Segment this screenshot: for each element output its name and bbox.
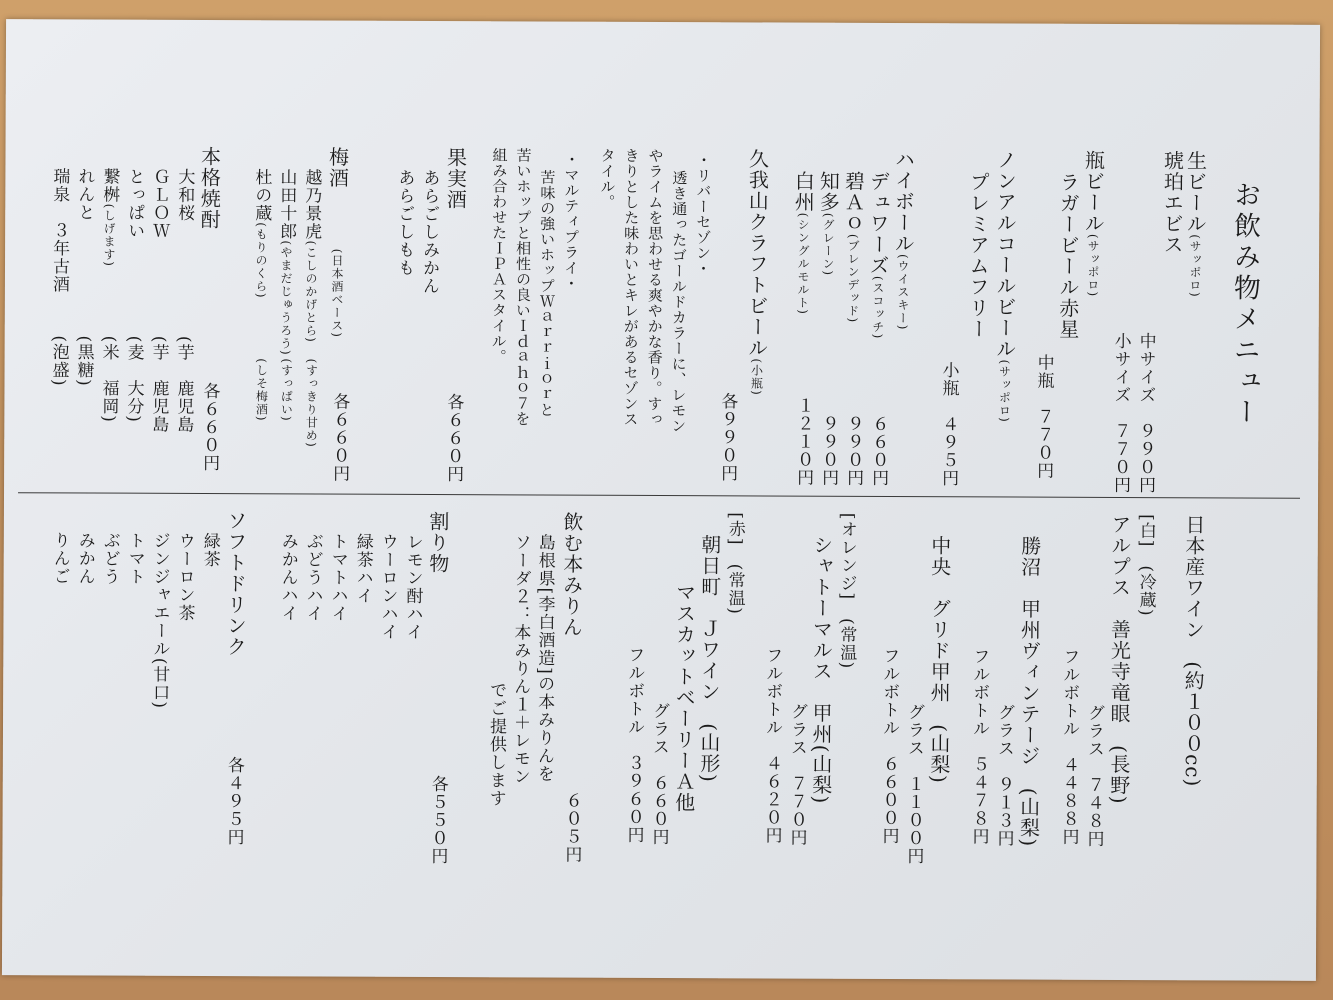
- bottom-row-12: シャトーマルス 甲州(山梨): [808, 534, 834, 805]
- bottom-row-23: でご提供します: [485, 681, 507, 808]
- bottom-row-14: フルボトル ４６２０円: [761, 646, 783, 845]
- bottom-row-39: みかん: [74, 531, 95, 586]
- top-row-52: 各６６０円: [199, 381, 220, 473]
- bottom-row-8: 中央 グリド甲州 (山梨): [926, 535, 952, 784]
- top-row-25: 組み合わせたＩＰＡスタイル。: [489, 147, 509, 365]
- top-row-6: 中瓶 ７７０円: [1033, 353, 1054, 480]
- bottom-row-18: グラス ６６０円: [648, 701, 670, 847]
- bottom-row-24: ６０５円: [561, 791, 582, 864]
- bottom-row-36: ジンジャエール(甘口): [149, 531, 170, 710]
- top-row-13-price: ９９０円: [818, 414, 839, 487]
- bottom-row-10: フルボトル ６６００円: [878, 646, 900, 846]
- top-row-22: ・マルティプライ・: [561, 151, 581, 292]
- top-row-12-price: ９９０円: [843, 414, 864, 487]
- bottom-row-31: みかんハイ: [277, 532, 298, 623]
- top-row-12: 碧Ａｏ(ブレンデッド): [841, 170, 866, 324]
- top-row-7: ノンアルコールビール(サッポロ): [992, 149, 1018, 423]
- top-row-32: 山田十郎(やまだじゅうろう): [276, 168, 297, 356]
- top-row-43: 繋桝(しげます): [99, 167, 120, 267]
- top-row-14-price: １２１０円: [793, 396, 814, 487]
- top-row-5: ラガービール赤星: [1055, 171, 1081, 340]
- top-row-20: きりとした味わいとキレがあるセゾンス: [621, 147, 641, 427]
- top-row-50: (黒糖): [73, 335, 94, 387]
- top-row-11: デュワーズ(スコッチ): [865, 170, 891, 340]
- top-row-21: タイル。: [598, 147, 617, 210]
- top-row-28: あらごしもも: [393, 168, 415, 277]
- bottom-row-41: 各４９５円: [223, 756, 244, 847]
- bottom-row-16: 朝日町 Ｊワイン (山形): [696, 534, 722, 783]
- top-row-15: 久我山クラフトビール(小瓶): [744, 148, 770, 396]
- top-row-10: ハイボール(ウイスキー): [891, 149, 916, 331]
- top-row-45: 瑞泉 ３年古酒: [48, 167, 70, 294]
- top-row-27: あらごしみかん: [418, 168, 440, 296]
- top-row-16: 各９９０円: [717, 392, 738, 483]
- top-row-11-price: ６６０円: [868, 414, 889, 487]
- bottom-row-35: ウーロン茶: [174, 531, 195, 622]
- top-row-37: (しそ梅酒): [254, 358, 269, 422]
- top-row-0: 生ビール(サッポロ): [1183, 150, 1208, 298]
- top-row-1: 琥珀エビス: [1160, 150, 1185, 256]
- bottom-row-37: トマト: [124, 531, 145, 586]
- top-row-2: 中サイズ ９９０円: [1135, 332, 1156, 495]
- bottom-row-4: フルボトル ４４８８円: [1058, 647, 1080, 846]
- top-row-39: 本格焼酎: [197, 145, 222, 231]
- bottom-row-33: ソフトドリンク: [223, 510, 248, 658]
- bottom-row-21: 島根県[李白酒造]の本みりんを: [533, 533, 555, 783]
- bottom-row-17: マスカットベーリーＡ他: [671, 582, 697, 814]
- top-row-35: (すっきり甘め): [304, 358, 319, 448]
- bottom-row-15: [赤] (常温): [724, 512, 745, 615]
- bottom-row-3: グラス ７４８円: [1083, 703, 1105, 848]
- top-row-19: やライムを思わせる爽やかな香り。すっ: [645, 147, 665, 428]
- bottom-row-11: [オレンジ] (常温): [836, 512, 857, 670]
- bottom-row-29: トマトハイ: [327, 532, 348, 623]
- top-row-38: 各６６０円: [329, 392, 350, 483]
- bottom-row-40: りんご: [49, 531, 70, 586]
- bottom-row-6: グラス ９１３円: [993, 703, 1015, 848]
- top-row-18: 透き通ったゴールドカラーに、レモン: [669, 170, 689, 434]
- top-row-33: 杜の蔵(もりのくら): [251, 168, 272, 299]
- top-row-13: 知多(グレーン): [816, 170, 841, 277]
- bottom-row-25: 割り物: [425, 510, 450, 575]
- top-row-46: (芋 鹿児島: [173, 335, 194, 434]
- top-row-42: とっぱい: [124, 167, 145, 240]
- top-row-3: 小サイズ ７７０円: [1110, 331, 1131, 495]
- bottom-row-22: ソーダ２：本みりん１＋レモン: [509, 533, 531, 786]
- bottom-row-0: 日本産ワイン (約１００cc): [1180, 514, 1206, 788]
- section-divider: [18, 492, 1300, 499]
- top-row-24: 苦いホップと相性の良いＩｄａｈｏ７を: [513, 147, 533, 427]
- top-row-49: (米 福岡): [98, 335, 119, 423]
- menu-sheet: [2, 19, 1320, 981]
- top-row-17: ・リバーセゾン・: [693, 152, 713, 277]
- top-row-8: プレミアムフリー: [965, 171, 991, 340]
- top-row-23: 苦味の強いホップＷａｒｒｉｏｒと: [537, 169, 557, 418]
- bottom-row-1: [白] (冷蔵): [1135, 514, 1156, 617]
- top-row-4: 瓶ビール(サッポロ): [1081, 149, 1106, 298]
- top-row-36: (すっぱい): [279, 358, 294, 422]
- menu-title: お飲み物メニュー: [1228, 180, 1261, 429]
- bottom-row-19: フルボトル ３９６０円: [623, 645, 645, 844]
- top-row-26: 果実酒: [443, 147, 468, 211]
- top-row-44: れんと: [74, 167, 95, 222]
- top-row-9: 小瓶 ４９５円: [938, 361, 959, 488]
- top-row-47: (芋 鹿児島: [148, 335, 169, 434]
- top-row-31: 越乃景虎(こしのかげとら): [301, 168, 322, 343]
- bottom-row-27: ウーロンハイ: [377, 532, 398, 641]
- bottom-row-13: グラス ７７０円: [786, 702, 808, 847]
- top-row-30: 梅酒: [325, 146, 350, 189]
- bottom-row-2: アルプス 善光寺竜眼 (長野): [1106, 513, 1132, 805]
- bottom-row-28: 緑茶ハイ: [352, 532, 373, 605]
- top-row-40: 大和桜: [174, 167, 195, 222]
- bottom-row-38: ぶどう: [99, 531, 120, 586]
- top-row-41: ＧＬＯＷ: [149, 167, 170, 240]
- top-row-51: (泡盛): [48, 335, 69, 387]
- bottom-row-7: フルボトル ５４７８円: [968, 647, 990, 846]
- bottom-row-5: 勝沼 甲州ヴィンテージ (山梨): [1016, 535, 1042, 848]
- bottom-row-20: 飲む本みりん: [559, 511, 584, 638]
- top-row-48: (麦 大分): [123, 335, 144, 424]
- bottom-row-9: グラス １１００円: [903, 703, 925, 866]
- top-row-34: (日本酒ベース): [329, 248, 345, 338]
- top-row-14: 白州(シングルモルト): [791, 170, 816, 316]
- bottom-row-30: ぶどうハイ: [302, 532, 323, 623]
- bottom-row-26: レモン酎ハイ: [402, 532, 423, 641]
- bottom-row-34: 緑茶: [199, 531, 220, 569]
- top-row-29: 各６６０円: [443, 393, 464, 484]
- bottom-row-32: 各５５０円: [427, 774, 448, 866]
